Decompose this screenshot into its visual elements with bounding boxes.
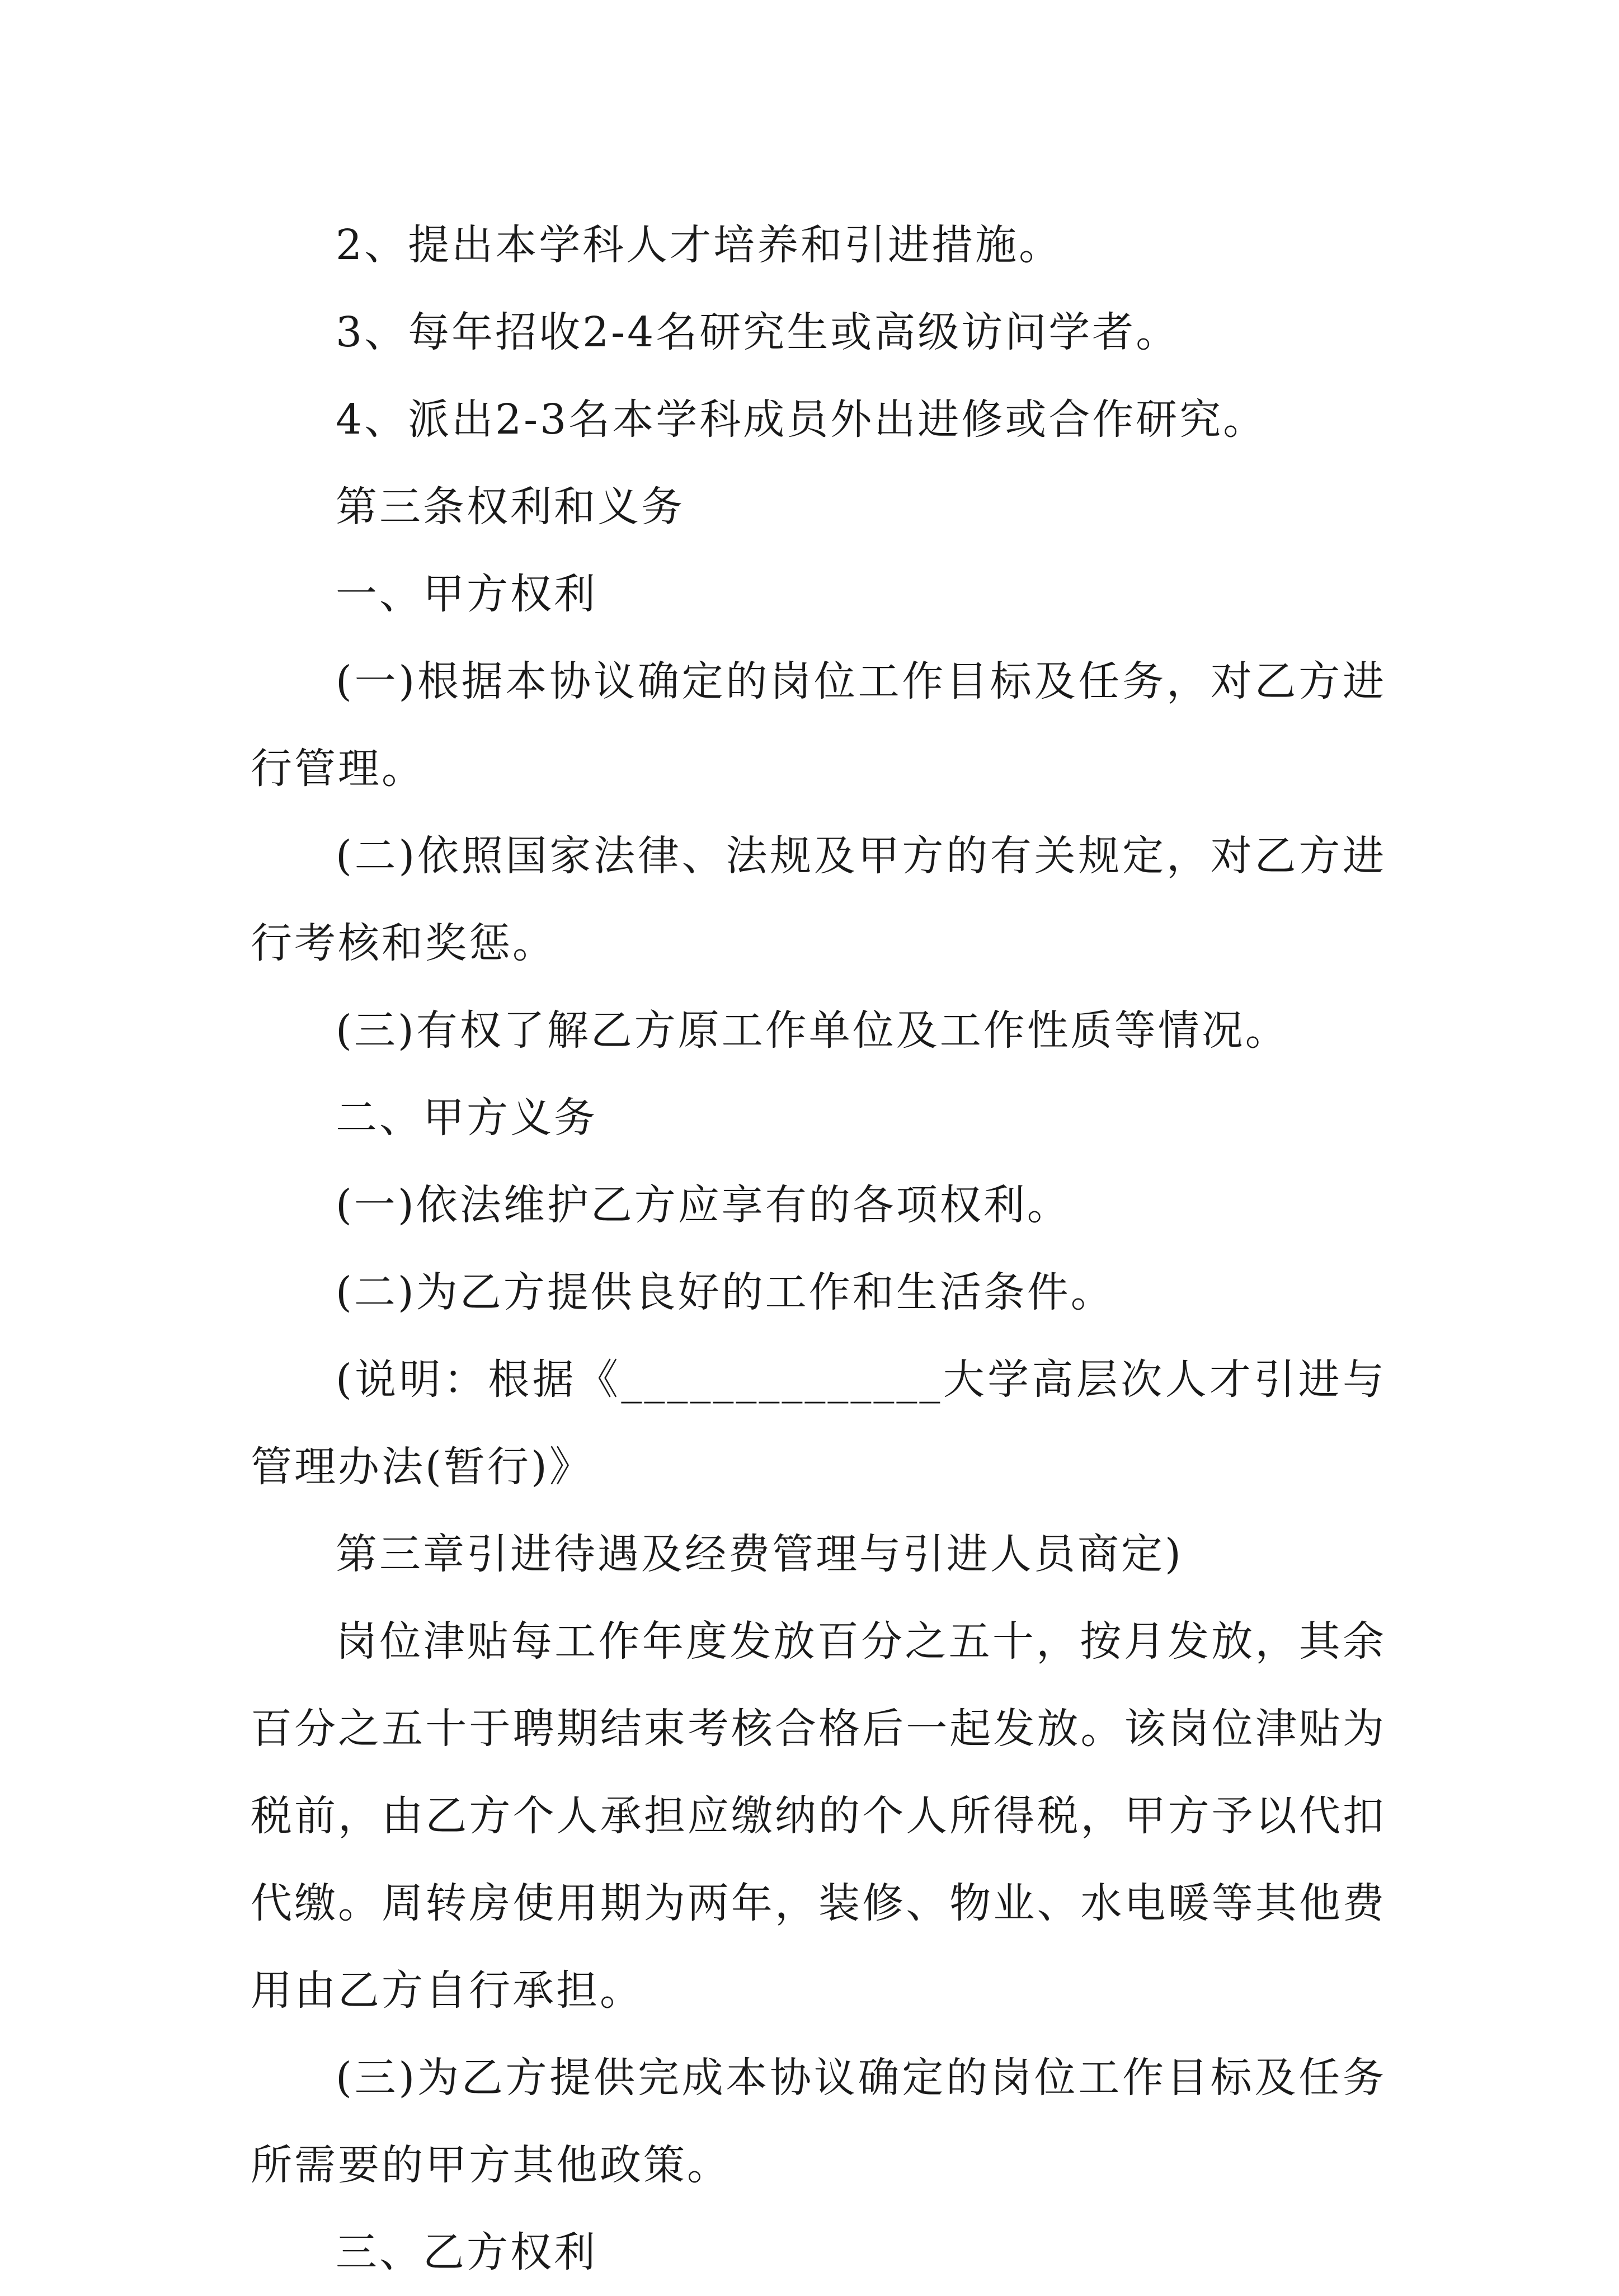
section-heading: 第三条权利和义务 xyxy=(336,483,685,531)
note-paragraph: (说明：根据《______________大学高层次人才引进与管理办法(暂行)》 xyxy=(251,1356,1386,1491)
note-paragraph: 第三章引进待遇及经费管理与引进人员商定) xyxy=(336,1530,1183,1578)
subsection-heading: 一、甲方权利 xyxy=(336,570,597,618)
paragraph: 2、提出本学科人才培养和引进措施。 xyxy=(336,221,1063,269)
paragraph: (一)根据本协议确定的岗位工作目标及任务，对乙方进行管理。 xyxy=(251,657,1386,793)
paragraph: (三)为乙方提供完成本协议确定的岗位工作目标及任务所需要的甲方其他政策。 xyxy=(251,2054,1386,2189)
paragraph: (二)依照国家法律、法规及甲方的有关规定，对乙方进行考核和奖惩。 xyxy=(251,832,1386,967)
paragraph: 4、派出2-3名本学科成员外出进修或合作研究。 xyxy=(336,396,1267,444)
subsection-heading: 三、乙方权利 xyxy=(336,2228,597,2276)
paragraph: 3、每年招收2-4名研究生或高级访问学者。 xyxy=(336,308,1180,356)
paragraph: (一)依法维护乙方应享有的各项权利。 xyxy=(336,1181,1071,1229)
paragraph: (二)为乙方提供良好的工作和生活条件。 xyxy=(336,1268,1114,1316)
subsection-heading: 二、甲方义务 xyxy=(336,1094,597,1142)
document-body xyxy=(251,201,1386,2296)
paragraph: 岗位津贴每工作年度发放百分之五十，按月发放，其余百分之五十于聘期结束考核合格后一起发放。该岗位津贴为税前，由乙方个人承担应缴纳的个人所得税，甲方予以代扣代缴。周转房使用期为两年，装修、物业、水电暖等其他费用由乙方自行承担。 xyxy=(251,1617,1386,2015)
paragraph: (三)有权了解乙方原工作单位及工作性质等情况。 xyxy=(336,1006,1289,1055)
